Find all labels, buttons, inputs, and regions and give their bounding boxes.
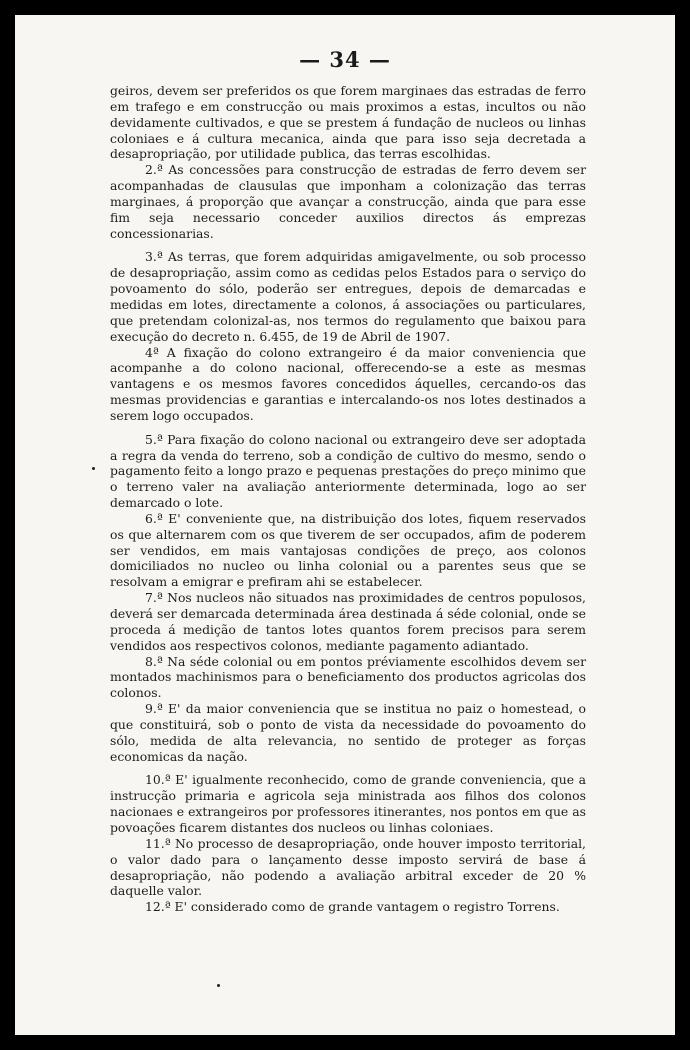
paragraph-item-3: 3.ª As terras, que forem adquiridas amigavelmente, ou sob processo de desapropriação, assim como as cedidas pelos Estados para o serviço do povoamento do sólo, poderão ser entregues, depois de demarcadas e medidas em lotes, directamente a colonos, á associações ou particulares, que pretendam colonizal-as, nos termos do regulamento que baixou para execução do decreto n. 6.455, de 19 de Abril de 1907.: [110, 249, 586, 344]
ink-speck-left: [92, 467, 95, 470]
document-body: [110, 83, 586, 915]
paragraph-item-5: 5.ª Para fixação do colono nacional ou extrangeiro deve ser adoptada a regra da venda do terreno, sob a condição de cultivo do mesmo, sendo o pagamento feito a longo prazo e pequenas prestações do preço minimo que o terreno valer na avaliação anteriormente determinada, logo ao ser demarcado o lote.: [110, 431, 586, 511]
paragraph-item-6: 6.ª E' conveniente que, na distribuição dos lotes, fiquem reservados os que alternarem com os que tiverem de ser occupados, afim de poderem ser vendidos, em mais vantajosas condições de preço, aos colonos domiciliados no nucleo ou linha colonial ou a parentes seus que se resolvam a emigrar e prefiram ahi se estabelecer.: [110, 510, 586, 590]
ink-speck-bottom: [217, 984, 220, 987]
paragraph-item-2: 2.ª As concessões para construcção de estradas de ferro devem ser acompanhadas de clausulas que imponham a colonização das terras marginaes, á proporção que avançar a construcção, ainda que para esse fim seja necessario conceder auxilios directos ás emprezas concessionarias.: [110, 162, 586, 241]
paragraph-item-7: 7.ª Nos nucleos não situados nas proximidades de centros populosos, deverá ser demarcada determinada área destinada á séde colonial, onde se proceda á medição de tantos lotes quantos forem precisos para serem vendidos aos respectivos colonos, mediante pagamento adiantado.: [110, 590, 586, 653]
paragraph-item-9: 9.ª E' da maior conveniencia que se institua no paiz o homestead, o que constituirá, sob o ponto de vista da necessidade do povoamento do sólo, medida de alta relevancia, no sentido de proteger as forças economicas da nação.: [110, 701, 586, 764]
paragraph-item-12: 12.ª E' considerado como de grande vantagem o registro Torrens.: [145, 899, 560, 915]
paragraph-1-continuation: geiros, devem ser preferidos os que forem marginaes das estradas de ferro em trafego e em construcção ou mais proximos a estas, incultos ou não devidamente cultivados, e que se prestem á fundação de nucleos ou linhas coloniaes e á cultura mecanica, ainda que para isso seja decretada a desapropriação, por utilidade publica, das terras escolhidas.: [110, 83, 586, 162]
paragraph-item-11: 11.ª No processo de desapropriação, onde houver imposto territorial, o valor dado para o lançamento desse imposto servirá de base á desapropriação, não podendo a avaliação arbitral exceder de 20 % daquelle valor.: [110, 835, 586, 899]
document-page: [15, 15, 675, 1035]
paragraph-item-4: 4ª A fixação do colono extrangeiro é da maior conveniencia que acompanhe a do colono nacional, offerecendo-se a este as mesmas vantagens e os mesmos favores concedidos áquelles, cercando-os das mesmas providencias e garantias e intercalando-os nos lotes destinados a serem logo occupados.: [110, 344, 586, 423]
paragraph-item-10: 10.ª E' igualmente reconhecido, como de grande conveniencia, que a instrucção primaria e agricola seja ministrada aos filhos dos colonos nacionaes e extrangeiros por professores itinerantes, nos pontos em que as povoações ficarem distantes dos nucleos ou linhas coloniaes.: [110, 772, 586, 835]
page-number: — 34 —: [299, 47, 391, 72]
paragraph-item-8: 8.ª Na séde colonial ou em pontos préviamente escolhidos devem ser montados machinismos para o beneficiamento dos productos agricolas dos colonos.: [110, 653, 586, 701]
